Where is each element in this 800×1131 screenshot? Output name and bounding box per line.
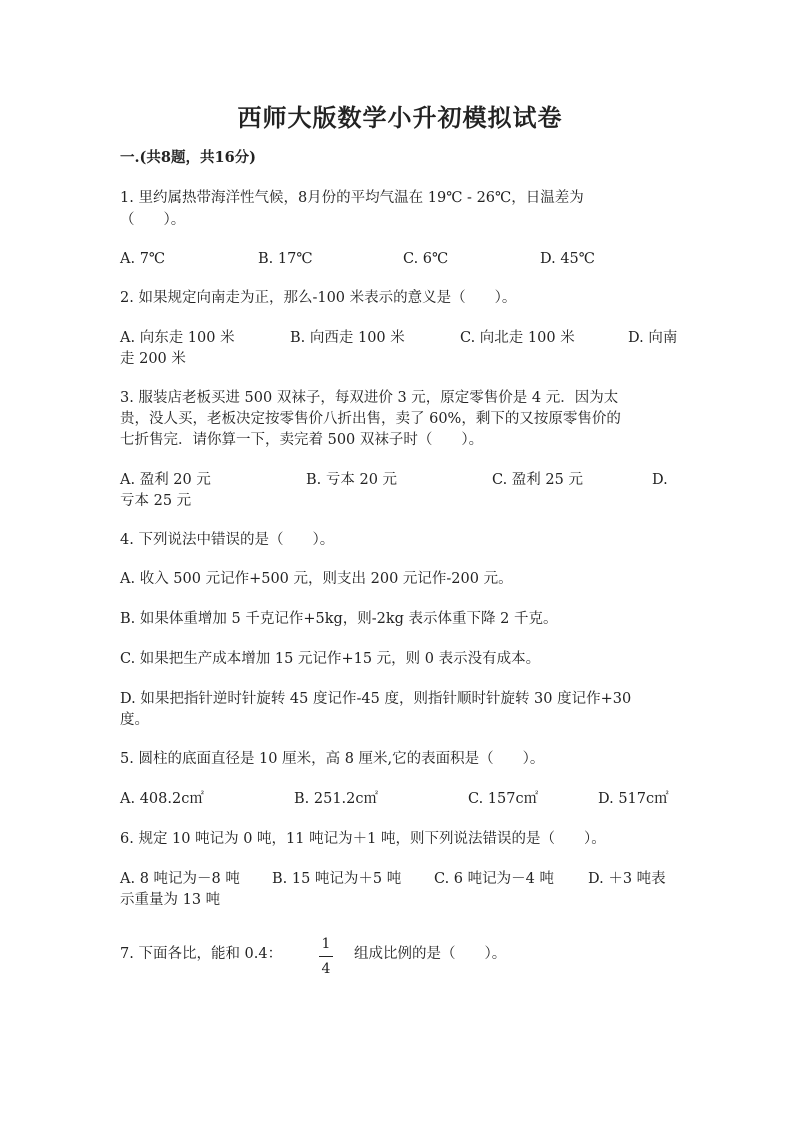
q4-option-d-cont: 度。 (120, 712, 149, 728)
q5-option-d: D. 517c㎡ (598, 791, 669, 807)
q6-option-d: D. ＋3 吨表 (588, 871, 666, 887)
question-3-text-cont-1: 贵，没人买，老板决定按零售价八折出售，卖了 60%，剩下的又按原零售价的 (120, 411, 621, 427)
q1-option-a: A. 7℃ (120, 251, 166, 267)
question-5-text: 5. 圆柱的底面直径是 10 厘米，高 8 厘米,它的表面积是（ ）。 (120, 751, 545, 767)
q6-option-d-cont: 示重量为 13 吨 (120, 892, 221, 908)
section-heading: 一.(共8题，共16分) (120, 149, 257, 166)
q1-option-b: B. 17℃ (258, 251, 313, 267)
q2-option-c: C. 向北走 100 米 (460, 330, 575, 346)
question-4-text: 4. 下列说法中错误的是（ ）。 (120, 532, 335, 548)
question-2-text: 2. 如果规定向南走为正，那么-100 米表示的意义是（ ）。 (120, 290, 517, 306)
question-1-text-cont: （ ）。 (120, 212, 186, 228)
page-title: 西师大版数学小升初模拟试卷 (237, 103, 563, 132)
q4-option-a: A. 收入 500 元记作+500 元，则支出 200 元记作-200 元。 (120, 571, 513, 587)
q3-option-d: D. (652, 472, 668, 488)
q3-option-b: B. 亏本 20 元 (306, 472, 398, 488)
fraction-denominator: 4 (321, 961, 331, 977)
q5-option-c: C. 157c㎡ (468, 791, 539, 807)
fraction-one-quarter (318, 936, 334, 977)
q6-option-a: A. 8 吨记为－8 吨 (120, 871, 240, 887)
fraction-bar (319, 956, 333, 957)
question-3-text: 3. 服装店老板买进 500 双袜子，每双进价 3 元，原定零售价是 4 元．因为太 (120, 390, 619, 406)
q2-option-d: D. 向南 (628, 330, 678, 346)
q4-option-d: D. 如果把指针逆时针旋转 45 度记作-45 度，则指针顺时针旋转 30 度记作+30 (120, 691, 632, 707)
question-1-text: 1. 里约属热带海洋性气候，8月份的平均气温在 19℃ - 26℃，日温差为 (120, 190, 584, 206)
q1-option-c: C. 6℃ (403, 251, 449, 267)
q2-option-b: B. 向西走 100 米 (290, 330, 405, 346)
question-7-text-suffix: 组成比例的是（ ）。 (354, 946, 507, 962)
fraction-numerator: 1 (321, 936, 331, 952)
q5-option-b: B. 251.2c㎡ (294, 791, 379, 807)
q2-option-d-cont: 走 200 米 (120, 351, 186, 367)
q6-option-c: C. 6 吨记为－4 吨 (434, 871, 554, 887)
q4-option-c: C. 如果把生产成本增加 15 元记作+15 元，则 0 表示没有成本。 (120, 651, 541, 667)
question-3-text-cont-2: 七折售完．请你算一下，卖完着 500 双袜子时（ ）。 (120, 432, 484, 448)
q3-option-d-cont: 亏本 25 元 (120, 493, 192, 509)
question-7-text-prefix: 7. 下面各比，能和 0.4： (120, 946, 283, 962)
q6-option-b: B. 15 吨记为＋5 吨 (272, 871, 402, 887)
q1-option-d: D. 45℃ (540, 251, 595, 267)
q2-option-a: A. 向东走 100 米 (120, 330, 235, 346)
q3-option-a: A. 盈利 20 元 (120, 472, 211, 488)
q4-option-b: B. 如果体重增加 5 千克记作+5kg，则-2kg 表示体重下降 2 千克。 (120, 611, 558, 627)
question-6-text: 6. 规定 10 吨记为 0 吨，11 吨记为＋1 吨，则下列说法错误的是（ ）。 (120, 831, 606, 847)
q3-option-c: C. 盈利 25 元 (492, 472, 583, 488)
q5-option-a: A. 408.2c㎡ (120, 791, 204, 807)
